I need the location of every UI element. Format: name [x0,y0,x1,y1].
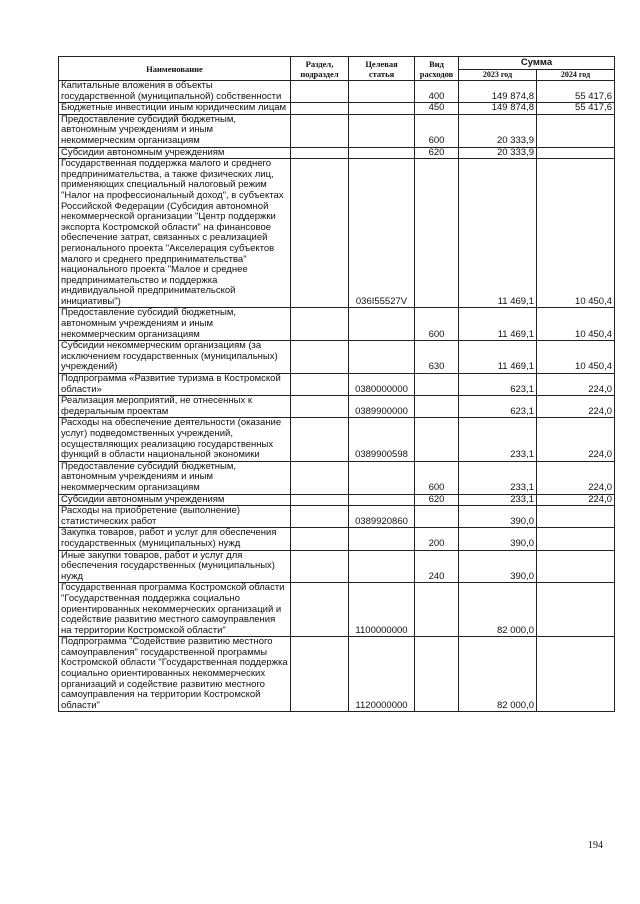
row-sum-2023: 11 469,1 [459,159,537,308]
row-section [291,461,349,494]
row-sum-2023: 20 333,9 [459,147,537,159]
table-row [59,159,615,308]
row-sum-2023: 20 333,9 [459,114,537,147]
row-sum-2024: 224,0 [537,494,615,506]
row-expense-type: 400 [415,81,459,103]
header-name: Наименование [59,57,291,81]
row-sum-2023: 149 874,8 [459,81,537,103]
table-row [59,528,615,550]
row-name: Подпрограмма «Развитие туризма в Костромской области» [59,374,291,396]
header-section: Раздел, подраздел [291,57,349,81]
row-sum-2024: 10 450,4 [537,308,615,341]
row-expense-type: 200 [415,528,459,550]
row-sum-2023: 623,1 [459,396,537,418]
row-expense-type: 620 [415,494,459,506]
header-year-2024: 2024 год [537,70,615,81]
row-name: Бюджетные инвестиции иным юридическим лицам [59,103,291,115]
row-section [291,528,349,550]
table-row [59,637,615,712]
row-section [291,418,349,461]
row-target-article [349,341,415,374]
row-target-article [349,461,415,494]
row-target-article: 0389920860 [349,506,415,528]
row-expense-type: 600 [415,461,459,494]
row-section [291,506,349,528]
row-target-article [349,528,415,550]
budget-table [58,56,615,712]
row-name: Реализация мероприятий, не отнесенных к федеральным проектам [59,396,291,418]
row-sum-2024 [537,147,615,159]
row-target-article [349,103,415,115]
row-sum-2024: 10 450,4 [537,341,615,374]
row-target-article: 0380000000 [349,374,415,396]
table-row [59,396,615,418]
row-sum-2024 [537,637,615,712]
row-section [291,550,349,583]
header-year-2023: 2023 год [459,70,537,81]
row-target-article [349,147,415,159]
table-row [59,308,615,341]
header-expense-type: Вид расходов [415,57,459,81]
row-sum-2024: 224,0 [537,461,615,494]
row-sum-2023: 390,0 [459,550,537,583]
row-sum-2023: 390,0 [459,506,537,528]
row-section [291,583,349,637]
row-expense-type [415,159,459,308]
row-sum-2024: 224,0 [537,396,615,418]
row-expense-type [415,396,459,418]
row-expense-type [415,637,459,712]
row-expense-type [415,506,459,528]
row-name: Государственная программа Костромской области "Государственная поддержка социально ориентированных некоммерческих организаций и содействие развитию местного самоуправления на территории Костромской области" [59,583,291,637]
row-sum-2023: 233,1 [459,494,537,506]
row-name: Расходы на обеспечение деятельности (оказание услуг) подведомственных учреждений, осуществляющих реализацию государственных функций в области национальной экономики [59,418,291,461]
row-target-article: 1100000000 [349,583,415,637]
row-name: Иные закупки товаров, работ и услуг для обеспечения государственных (муниципальных) нужд [59,550,291,583]
row-section [291,147,349,159]
row-sum-2023: 233,1 [459,461,537,494]
row-sum-2024: 10 450,4 [537,159,615,308]
table-row [59,583,615,637]
table-row [59,341,615,374]
table-row [59,550,615,583]
row-sum-2024: 55 417,6 [537,81,615,103]
table-row [59,374,615,396]
row-expense-type: 600 [415,114,459,147]
row-sum-2023: 11 469,1 [459,308,537,341]
row-expense-type [415,583,459,637]
row-sum-2023: 623,1 [459,374,537,396]
row-sum-2023: 233,1 [459,418,537,461]
row-sum-2024 [537,550,615,583]
row-expense-type [415,418,459,461]
table-row [59,81,615,103]
row-name: Расходы на приобретение (выполнение) статистических работ [59,506,291,528]
row-name: Закупка товаров, работ и услуг для обеспечения государственных (муниципальных) нужд [59,528,291,550]
row-expense-type: 630 [415,341,459,374]
row-expense-type: 620 [415,147,459,159]
row-sum-2024 [537,506,615,528]
row-section [291,494,349,506]
row-section [291,114,349,147]
row-sum-2024: 224,0 [537,418,615,461]
row-section [291,396,349,418]
table-row [59,147,615,159]
row-target-article [349,494,415,506]
row-target-article: 1120000000 [349,637,415,712]
row-section [291,341,349,374]
row-name: Предоставление субсидий бюджетным, автономным учреждениям и иным некоммерческим организациям [59,461,291,494]
row-expense-type: 240 [415,550,459,583]
row-expense-type: 450 [415,103,459,115]
row-sum-2023: 82 000,0 [459,637,537,712]
row-name: Подпрограмма "Содействие развитию местного самоуправления" государственной программы Костромской области "Государственная поддержка социально ориентированных некоммерческих организаций и содействие развитию местного самоуправления на территории Костромской области" [59,637,291,712]
row-sum-2023: 82 000,0 [459,583,537,637]
row-target-article [349,114,415,147]
row-target-article [349,81,415,103]
row-name: Государственная поддержка малого и среднего предпринимательства, а также физических лиц, применяющих специальный налоговый режим "Налог на профессиональный доход", в субъектах Российской Федерации (Субсидия автономной некоммерческой организации "Центр поддержки экспорта Костромской области" на финансовое обеспечение затрат, связанных с реализацией регионального проекта "Акселерация субъектов малого и среднего предпринимательства" национального проекта "Малое и среднее предпринимательство и поддержка индивидуальной предпринимательской инициативы") [59,159,291,308]
row-name: Предоставление субсидий бюджетным, автономным учреждениям и иным некоммерческим организациям [59,114,291,147]
page-number: 194 [588,840,603,851]
header-sum: Сумма [459,57,615,70]
row-section [291,103,349,115]
row-expense-type: 600 [415,308,459,341]
table-row [59,506,615,528]
row-sum-2024 [537,114,615,147]
row-sum-2024 [537,583,615,637]
row-section [291,308,349,341]
row-name: Предоставление субсидий бюджетным, автономным учреждениям и иным некоммерческим организациям [59,308,291,341]
row-target-article [349,308,415,341]
row-section [291,81,349,103]
row-sum-2023: 390,0 [459,528,537,550]
table-row [59,494,615,506]
row-sum-2024 [537,528,615,550]
row-target-article: 0389900598 [349,418,415,461]
table-row [59,103,615,115]
row-section [291,637,349,712]
table-row [59,114,615,147]
header-target-article: Целевая статья [349,57,415,81]
row-target-article: 036I55527V [349,159,415,308]
row-sum-2024: 55 417,6 [537,103,615,115]
row-name: Субсидии некоммерческим организациям (за исключением государственных (муниципальных) учреждений) [59,341,291,374]
row-target-article: 0389900000 [349,396,415,418]
table-row [59,418,615,461]
row-name: Субсидии автономным учреждениям [59,494,291,506]
row-name: Субсидии автономным учреждениям [59,147,291,159]
row-section [291,374,349,396]
row-expense-type [415,374,459,396]
table-row [59,461,615,494]
row-target-article [349,550,415,583]
row-sum-2023: 149 874,8 [459,103,537,115]
row-section [291,159,349,308]
row-sum-2024: 224,0 [537,374,615,396]
row-name: Капитальные вложения в объекты государственной (муниципальной) собственности [59,81,291,103]
row-sum-2023: 11 469,1 [459,341,537,374]
